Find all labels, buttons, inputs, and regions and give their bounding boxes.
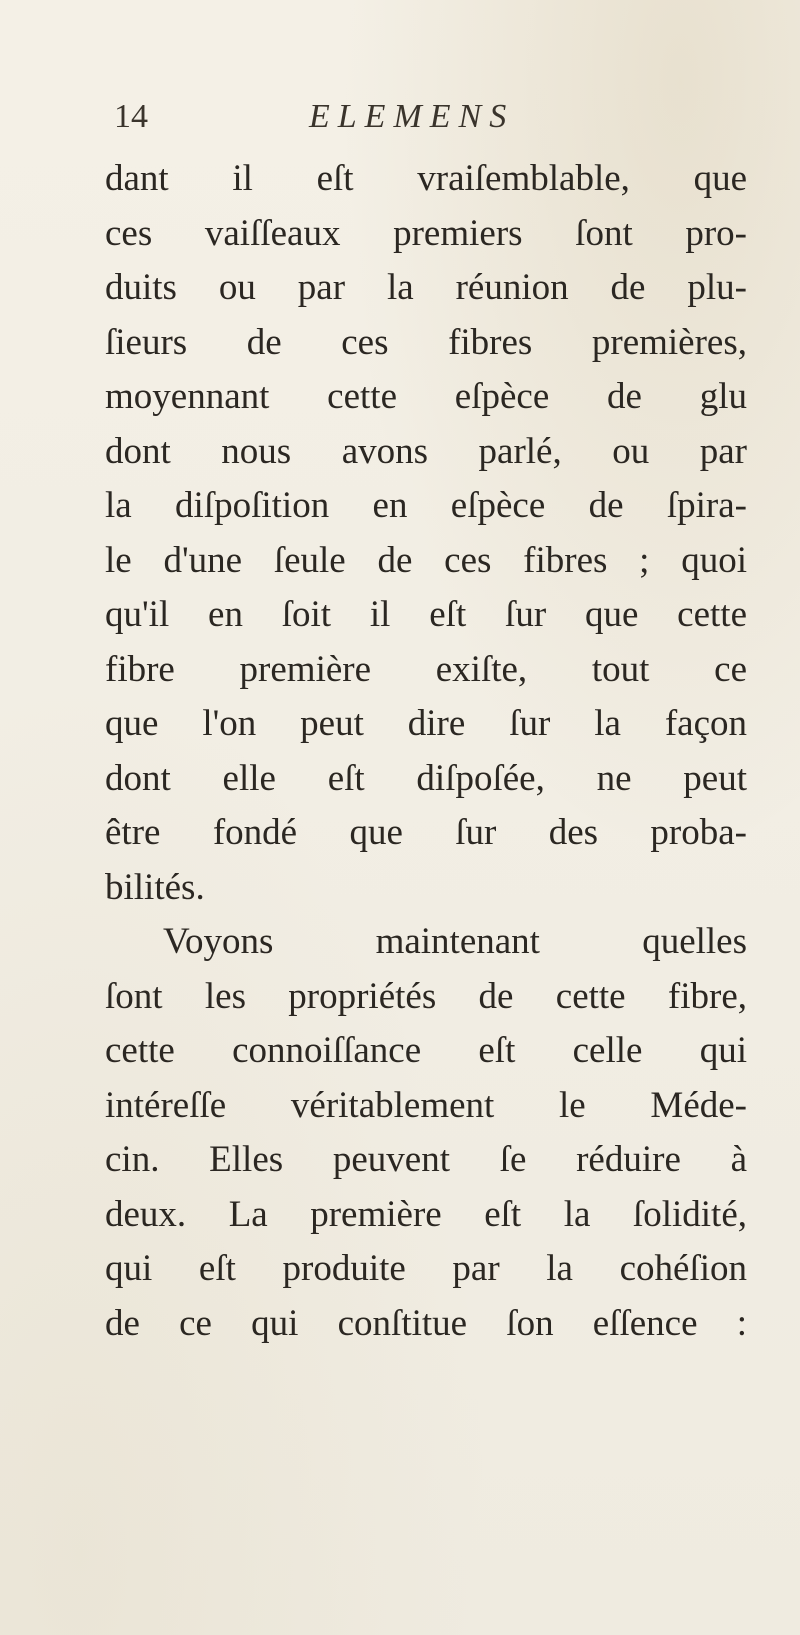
text-line: cin. Elles peuvent ſe réduire à — [105, 1139, 747, 1180]
page-number: 14 — [114, 98, 148, 135]
text-line: duits ou par la réunion de plu- — [105, 267, 747, 308]
text-line: ſieurs de ces fibres premières, — [105, 321, 747, 363]
text-line: fibre première exiſte, tout ce — [105, 648, 747, 690]
text-line: ces vaiſſeaux premiers ſont pro- — [105, 212, 747, 254]
page-header — [114, 98, 634, 148]
text-line: cette connoiſſance eſt celle qui — [105, 1030, 747, 1071]
text-line: bilités. — [105, 866, 205, 908]
text-line: que l'on peut dire ſur la façon — [105, 703, 747, 744]
text-line: le d'une ſeule de ces fibres ; quoi — [105, 539, 747, 581]
text-line: moyennant cette eſpèce de glu — [105, 376, 747, 417]
text-line: deux. La première eſt la ſolidité, — [105, 1193, 747, 1235]
text-line: de ce qui conſtitue ſon eſſence : — [105, 1302, 747, 1344]
text-line: la diſpoſition en eſpèce de ſpira- — [105, 485, 747, 526]
text-line: dant il eſt vraiſemblable, que — [105, 158, 747, 199]
text-line: qu'il en ſoit il eſt ſur que cette — [105, 594, 747, 635]
text-line: dont elle eſt diſpoſée, ne peut — [105, 757, 747, 799]
running-head: ELEMENS — [309, 98, 515, 135]
text-line: qui eſt produite par la cohéſion — [105, 1248, 747, 1289]
body-text — [105, 152, 747, 1351]
text-line: être fondé que ſur des proba- — [105, 812, 747, 853]
text-line: intéreſſe véritablement le Méde- — [105, 1084, 747, 1126]
text-line: ſont les propriétés de cette fibre, — [105, 975, 747, 1017]
text-line: Voyons maintenant quelles — [163, 921, 747, 962]
text-line: dont nous avons parlé, ou par — [105, 430, 747, 472]
